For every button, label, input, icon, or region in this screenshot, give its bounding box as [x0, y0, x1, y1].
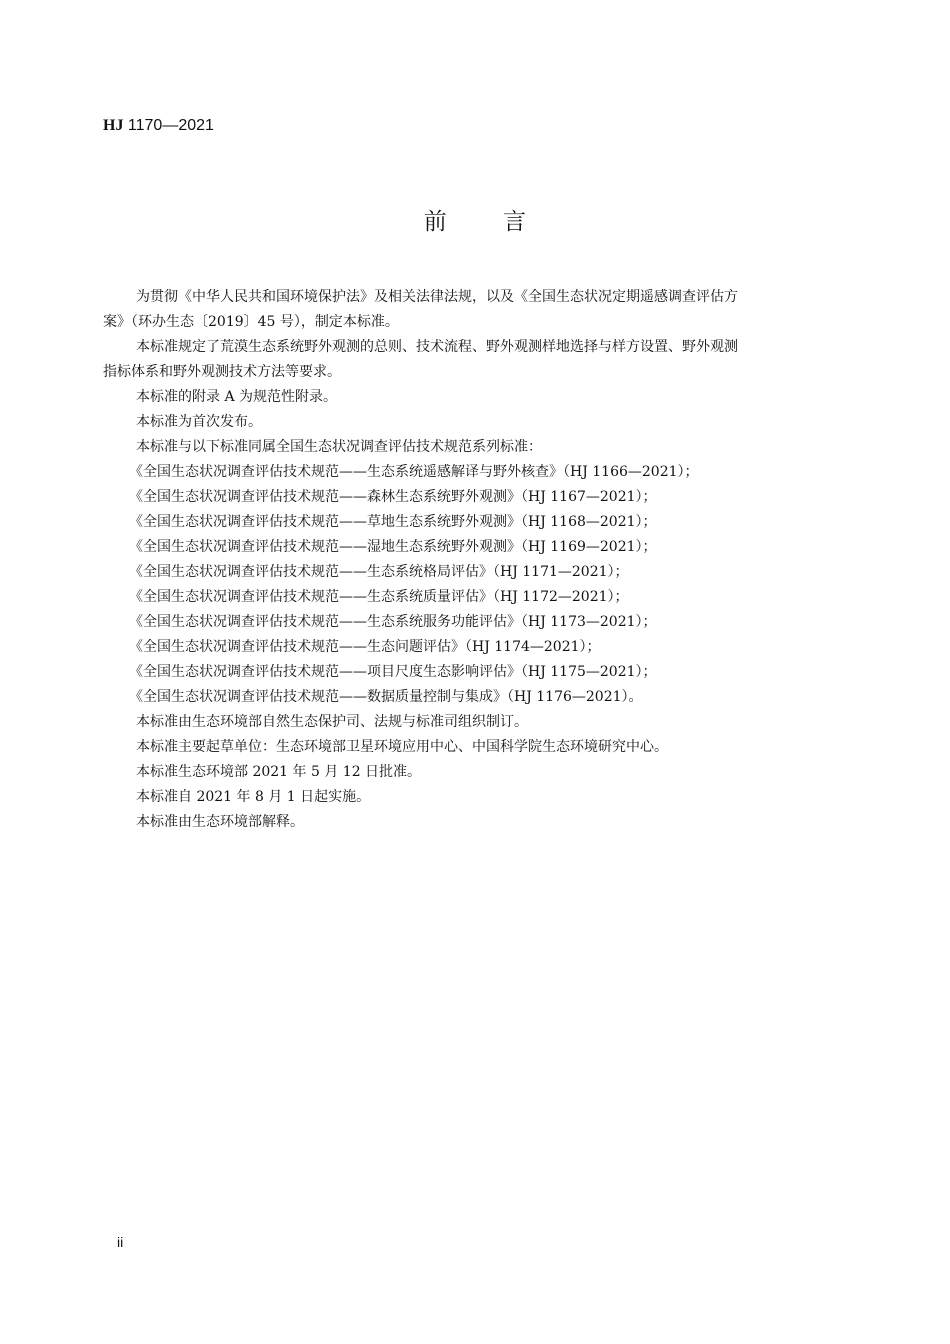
reference-item: 《全国生态状况调查评估技术规范——森林生态系统野外观测》（HJ 1167—2021）； [129, 489, 657, 505]
paragraph-purpose-line1: 为贯彻《中华人民共和国环境保护法》及相关法律法规，以及《全国生态状况定期遥感调查评估方 [136, 289, 738, 305]
reference-item: 《全国生态状况调查评估技术规范——湿地生态系统野外观测》（HJ 1169—2021）； [129, 539, 657, 555]
paragraph-first-release: 本标准为首次发布。 [136, 414, 262, 430]
paragraph-drafting-units: 本标准主要起草单位：生态环境部卫星环境应用中心、中国科学院生态环境研究中心。 [136, 739, 668, 755]
paragraph-approval-date: 本标准生态环境部 2021 年 5 月 12 日批准。 [136, 764, 422, 780]
reference-item: 《全国生态状况调查评估技术规范——生态系统服务功能评估》（HJ 1173—2021）； [129, 614, 657, 630]
reference-item: 《全国生态状况调查评估技术规范——生态问题评估》（HJ 1174—2021）； [129, 639, 601, 655]
reference-item: 《全国生态状况调查评估技术规范——生态系统遥感解译与野外核查》（HJ 1166—2021）； [129, 464, 699, 480]
paragraph-series-intro: 本标准与以下标准同属全国生态状况调查评估技术规范系列标准： [136, 439, 542, 455]
paragraph-effective-date: 本标准自 2021 年 8 月 1 日起实施。 [136, 789, 371, 805]
page-title-part2: 言 [503, 209, 527, 235]
reference-item: 《全国生态状况调查评估技术规范——生态系统格局评估》（HJ 1171—2021）； [129, 564, 629, 580]
page-title-part1: 前 [423, 209, 447, 235]
reference-item: 《全国生态状况调查评估技术规范——生态系统质量评估》（HJ 1172—2021）； [129, 589, 629, 605]
page-title [0, 205, 950, 239]
paragraph-purpose-line2: 案》（环办生态〔2019〕45 号），制定本标准。 [103, 314, 399, 330]
standard-header [103, 116, 214, 136]
paragraph-scope-line2: 指标体系和野外观测技术方法等要求。 [103, 364, 341, 380]
paragraph-organizer: 本标准由生态环境部自然生态保护司、法规与标准司组织制订。 [136, 714, 528, 730]
paragraph-interpretation: 本标准由生态环境部解释。 [136, 814, 304, 830]
standard-code-number: 1170—2021 [127, 117, 214, 134]
page-number: ii [117, 1234, 124, 1250]
reference-item: 《全国生态状况调查评估技术规范——草地生态系统野外观测》（HJ 1168—2021）； [129, 514, 657, 530]
preface-body [103, 285, 853, 835]
reference-item: 《全国生态状况调查评估技术规范——项目尺度生态影响评估》（HJ 1175—2021）； [129, 664, 657, 680]
reference-item: 《全国生态状况调查评估技术规范——数据质量控制与集成》（HJ 1176—2021）。 [129, 689, 643, 705]
standard-code-prefix: HJ [103, 117, 124, 134]
paragraph-scope-line1: 本标准规定了荒漠生态系统野外观测的总则、技术流程、野外观测样地选择与样方设置、野外观测 [136, 339, 738, 355]
paragraph-appendix: 本标准的附录 A 为规范性附录。 [136, 389, 338, 405]
